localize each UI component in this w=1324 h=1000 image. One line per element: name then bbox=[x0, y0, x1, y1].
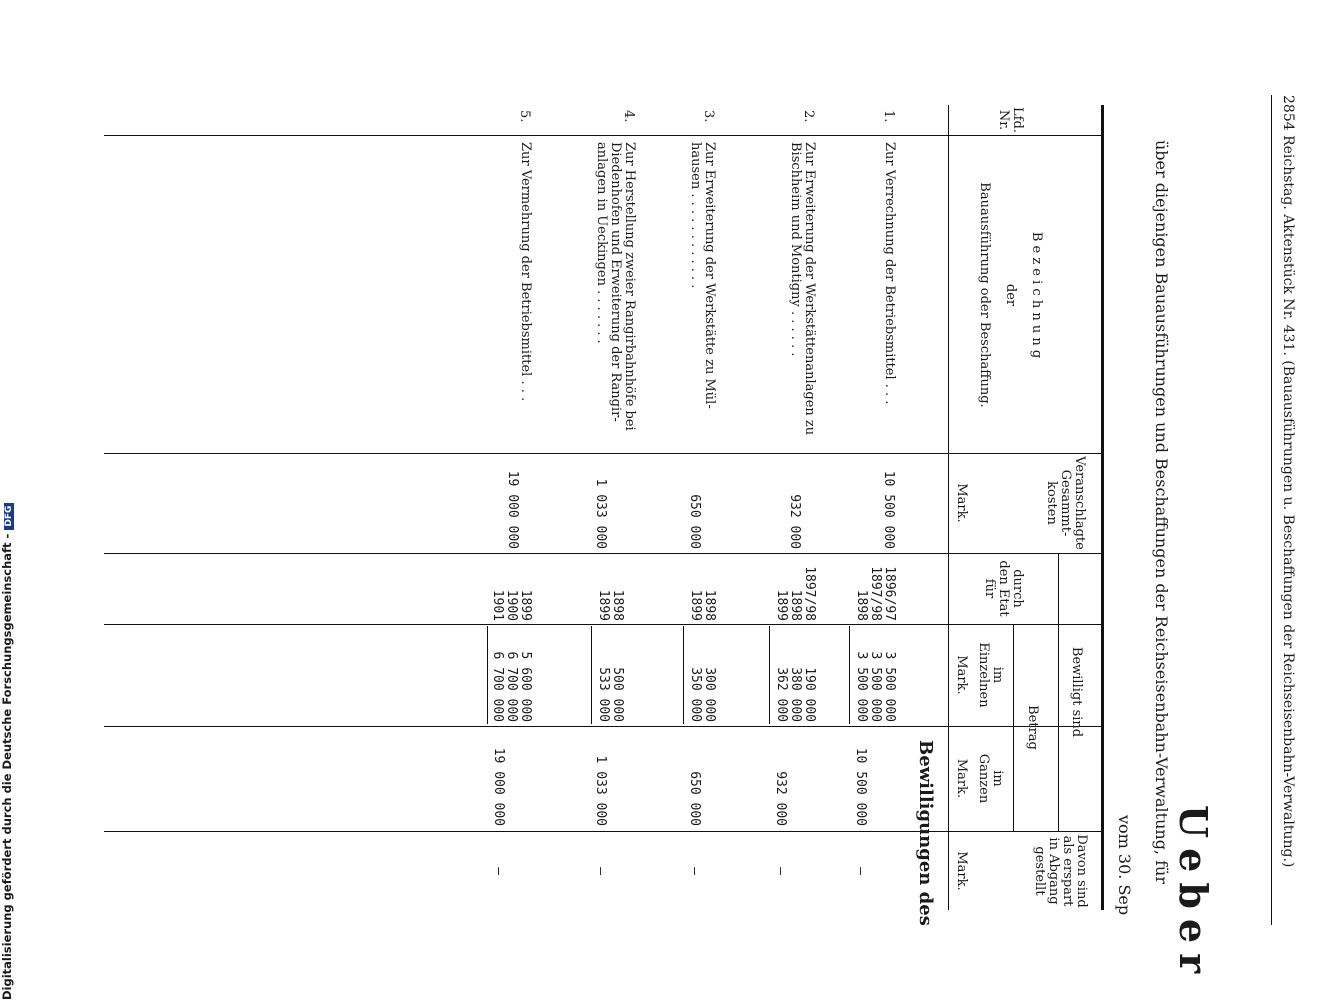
running-head: 2854 Reichstag. Aktenstück Nr. 431. (Bauausführungen u. Beschaffungen der Reichseisenbahn-Verwaltung.) bbox=[1280, 95, 1296, 868]
row-1-jahre: 1896/97 1897/98 1898 bbox=[854, 566, 897, 621]
row-5-einzeln: 5 600 000 6 700 000 6 700 000 bbox=[490, 651, 533, 722]
row-4-sum-rule bbox=[591, 626, 592, 724]
row-4-erspart: — bbox=[593, 867, 608, 875]
col-rule-1 bbox=[104, 135, 1104, 136]
header-bewilligt: Bewilligt sind bbox=[1069, 646, 1084, 738]
row-4-einzeln: 500 000 533 000 bbox=[596, 667, 625, 722]
table-top-rule bbox=[1101, 105, 1104, 910]
header-mark-ganzen: Mark. bbox=[954, 758, 969, 799]
header-im-einzelnen: im Einzelnen bbox=[976, 642, 1005, 708]
header-im-ganzen: im Ganzen bbox=[976, 753, 1005, 804]
header-durch-etat: durch den Etat für bbox=[982, 560, 1025, 617]
header-bottom-rule bbox=[948, 105, 949, 910]
bewilligt-subrule bbox=[1058, 553, 1059, 831]
row-1-bezeichnung: Zur Verrechnung der Betriebsmittel . . . bbox=[882, 142, 897, 405]
row-4-nr: 4. bbox=[621, 110, 636, 123]
row-2-ganzen: 932 000 bbox=[773, 771, 788, 826]
row-1-sum-rule bbox=[849, 626, 850, 724]
row-4-jahre: 1898 1899 bbox=[596, 589, 625, 621]
row-2-erspart: — bbox=[773, 867, 788, 875]
row-3-sum-rule bbox=[683, 626, 684, 724]
row-5-bezeichnung: Zur Vermehrung der Betriebsmittel . . . bbox=[518, 142, 533, 402]
header-mark-einzeln: Mark. bbox=[954, 655, 969, 695]
header-lfd-nr: Lfd. Nr. bbox=[996, 107, 1025, 133]
row-2-einzeln: 190 000 380 000 362 000 bbox=[774, 667, 817, 722]
row-3-nr: 3. bbox=[701, 110, 716, 123]
row-5-erspart: — bbox=[491, 867, 506, 875]
running-head-rule bbox=[1271, 95, 1272, 925]
header-betrag: Betrag bbox=[1025, 705, 1040, 750]
row-2-nr: 2. bbox=[801, 110, 816, 123]
row-5-jahre: 1899 1900 1901 bbox=[490, 589, 533, 621]
row-1-erspart: — bbox=[853, 867, 868, 875]
row-5-kosten: 19 000 000 bbox=[505, 470, 520, 549]
row-4-bezeichnung: Zur Herstellung zweier Rangirbahnhöfe bei Diedenhofen und Erweiterung der Rangir- anlagen in Ueckingen . . . . . . . bbox=[594, 142, 637, 431]
header-mark-erspart: Mark. bbox=[954, 851, 969, 891]
row-1-ganzen: 10 500 000 bbox=[853, 747, 868, 826]
row-2-kosten: 932 000 bbox=[787, 494, 802, 549]
row-2-jahre: 1897/98 1898 1899 bbox=[774, 566, 817, 621]
digitization-credit-text: Digitalisierung gefördert durch die Deutsche Forschungsgemeinschaft - bbox=[0, 533, 14, 1000]
row-3-jahre: 1898 1899 bbox=[688, 589, 717, 621]
row-1-kosten: 10 500 000 bbox=[881, 470, 896, 549]
col-rule-3 bbox=[104, 553, 1104, 554]
row-5-nr: 5. bbox=[517, 110, 532, 123]
row-2-bezeichnung: Zur Erweiterung der Werkstättenanlagen zu Bischheim und Montigny . . . . . . bbox=[788, 142, 817, 436]
row-1-nr: 1. bbox=[881, 110, 896, 123]
row-3-kosten: 650 000 bbox=[687, 494, 702, 549]
row-1-einzeln: 3 500 000 3 500 000 3 500 000 bbox=[854, 651, 897, 722]
row-3-einzeln: 300 000 350 000 bbox=[688, 667, 717, 722]
page-title: Ueber bbox=[1171, 805, 1216, 984]
header-erspart: Davon sind als erspart in Abgang gestellt bbox=[1032, 834, 1089, 908]
betrag-subrule bbox=[1013, 624, 1014, 831]
row-3-erspart: — bbox=[687, 867, 702, 875]
row-4-ganzen: 1 033 000 bbox=[593, 755, 608, 826]
subtitle: über diejenigen Bauausführungen und Beschaffungen der Reichseisenbahn-Verwaltung, für bbox=[1152, 140, 1171, 884]
header-bezeichnung: B e z e i c h n u n g der Bauausführung oder Beschaffung. bbox=[977, 182, 1044, 408]
col-rule-2 bbox=[104, 453, 1104, 454]
section-heading: Bewilligungen des bbox=[915, 740, 936, 926]
dfg-logo: DFG bbox=[4, 503, 14, 530]
header-mark-kosten: Mark. bbox=[954, 483, 969, 523]
row-3-bezeichnung: Zur Erweiterung der Werkstätte zu Mül- hausen . . . . . . . . . . . . bbox=[688, 142, 717, 409]
row-5-sum-rule bbox=[487, 626, 488, 724]
row-3-ganzen: 650 000 bbox=[687, 771, 702, 826]
subtitle-date: vom 30. Sep bbox=[1115, 815, 1134, 916]
row-2-sum-rule bbox=[769, 626, 770, 724]
row-5-ganzen: 19 000 000 bbox=[491, 747, 506, 826]
header-gesamtkosten: Veranschlagte Gesammt- kosten bbox=[1044, 456, 1087, 550]
digitization-credit bbox=[0, 503, 14, 1000]
row-4-kosten: 1 033 000 bbox=[593, 478, 608, 549]
